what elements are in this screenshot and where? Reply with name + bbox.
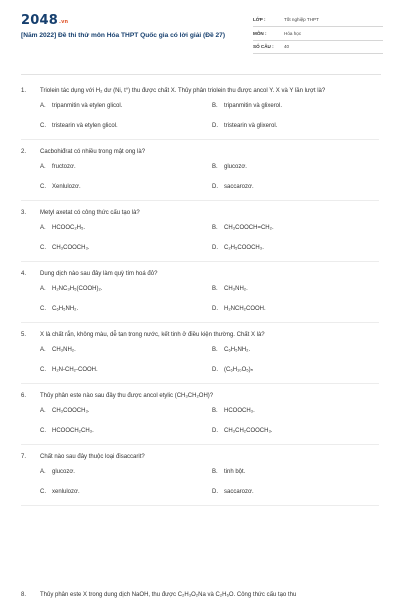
option-letter: B.: [212, 408, 218, 414]
option-letter: D.: [212, 245, 218, 251]
option-text: H₂N-CH₂-COOH.: [52, 367, 98, 373]
meta-value: Tốt nghiệp THPT: [284, 17, 319, 22]
question-separator: [21, 383, 379, 384]
question-number: 8.: [21, 592, 27, 598]
option-letter: B.: [212, 286, 218, 292]
option-text: tripanmitin và glixerol.: [224, 103, 283, 109]
option-text: C₂H₅COOCH₃.: [224, 245, 264, 251]
option-text: tristearin và etylen glicol.: [52, 123, 118, 129]
option-text: tripanmitin và etylen glicol.: [52, 103, 123, 109]
option-text: saccarozơ.: [224, 184, 254, 190]
question-stem: [0, 208, 400, 218]
option-d[interactable]: [212, 304, 384, 314]
question-text: X là chất rắn, không màu, dễ tan trong nước, kết tinh ở điều kiện thường. Chất X là?: [40, 332, 265, 338]
question-8-partial: [0, 590, 400, 600]
option-letter: A.: [40, 469, 46, 475]
option-text: glucozơ.: [224, 164, 247, 170]
option-d[interactable]: [212, 487, 384, 497]
option-c[interactable]: [40, 304, 212, 314]
option-text: glucozơ.: [52, 469, 75, 475]
option-letter: A.: [40, 164, 46, 170]
meta-key: SỐ CÂU :: [253, 44, 274, 49]
option-letter: A.: [40, 225, 46, 231]
option-grid: [40, 467, 400, 497]
option-letter: A.: [40, 347, 46, 353]
question-separator: [21, 322, 379, 323]
question-separator: [21, 139, 379, 140]
option-letter: A.: [40, 286, 46, 292]
option-letter: A.: [40, 103, 46, 109]
option-a[interactable]: [40, 162, 212, 172]
meta-row-class: [253, 15, 383, 27]
option-a[interactable]: [40, 284, 212, 294]
question-separator: [21, 261, 379, 262]
option-a[interactable]: [40, 223, 212, 233]
question-list: [0, 86, 400, 513]
option-b[interactable]: [212, 345, 384, 355]
option-grid: [40, 345, 400, 375]
question-stem: [0, 269, 400, 279]
option-text: (C₆H₁₀O₅)ₙ: [224, 367, 254, 373]
question-stem: [0, 452, 400, 462]
option-text: HCOOCH₃.: [224, 408, 255, 414]
option-letter: D.: [212, 306, 218, 312]
question-6: [0, 391, 400, 436]
option-letter: C.: [40, 428, 46, 434]
option-b[interactable]: [212, 406, 384, 416]
question-stem: [0, 590, 400, 600]
question-1: [0, 86, 400, 131]
question-number: 1.: [21, 88, 27, 94]
option-letter: C.: [40, 489, 46, 495]
question-text: Thủy phân este nào sau đây thu được ancol etylic (CH₃CH₂OH)?: [40, 393, 214, 399]
option-text: CH₃CH₂COOCH₃.: [224, 428, 273, 434]
option-b[interactable]: [212, 162, 384, 172]
question-stem: [0, 147, 400, 157]
option-text: HCOOC₂H₅.: [52, 225, 86, 231]
question-3: [0, 208, 400, 253]
option-text: CH₃NH₂.: [224, 286, 248, 292]
option-text: xenlulozơ.: [52, 489, 80, 495]
option-d[interactable]: [212, 243, 384, 253]
option-c[interactable]: [40, 121, 212, 131]
question-4: [0, 269, 400, 314]
option-d[interactable]: [212, 426, 384, 436]
option-text: fructozơ.: [52, 164, 76, 170]
document-meta: [253, 15, 383, 56]
meta-row-subject: [253, 29, 383, 41]
site-logo[interactable]: [21, 13, 68, 28]
option-text: CH₃NH₂.: [52, 347, 76, 353]
meta-key: MÔN :: [253, 30, 267, 36]
option-d[interactable]: [212, 121, 384, 131]
question-number: 5.: [21, 332, 27, 338]
option-letter: C.: [40, 306, 46, 312]
question-stem: [0, 391, 400, 401]
option-b[interactable]: [212, 284, 384, 294]
option-d[interactable]: [212, 365, 384, 375]
option-grid: [40, 162, 400, 192]
question-7: [0, 452, 400, 497]
option-letter: C.: [40, 367, 46, 373]
option-grid: [40, 223, 400, 253]
question-separator: [21, 200, 379, 201]
option-a[interactable]: [40, 406, 212, 416]
question-number: 3.: [21, 210, 27, 216]
option-grid: [40, 406, 400, 436]
option-grid: [40, 101, 400, 131]
question-text: Dung dịch nào sau đây làm quỳ tím hoá đỏ?: [40, 271, 158, 277]
option-text: HCOOCH₂CH₃.: [52, 428, 94, 434]
option-letter: B.: [212, 164, 218, 170]
option-letter: B.: [212, 225, 218, 231]
question-text: Metyl axetat có công thức cấu tạo là?: [40, 210, 140, 216]
document-title: [Năm 2022] Đề thi thử môn Hóa THPT Quốc gia có lời giải (Đề 27): [21, 32, 226, 39]
option-c[interactable]: [40, 182, 212, 192]
option-letter: D.: [212, 489, 218, 495]
logo-suffix: .vn: [58, 19, 69, 25]
question-stem: [0, 86, 400, 96]
question-stem: [0, 330, 400, 340]
option-text: C₆H₅NH₂.: [224, 347, 251, 353]
option-text: tristearin và glixerol.: [224, 123, 278, 129]
meta-value: 40: [284, 44, 290, 49]
option-c[interactable]: [40, 426, 212, 436]
question-text: Thủy phân este X trong dung dịch NaOH, thu được C₂H₃O₂Na và C₂H₆O. Công thức cấu tạo thu: [40, 592, 297, 598]
option-c[interactable]: [40, 365, 212, 375]
option-text: C₆H₅NH₂.: [52, 306, 79, 312]
question-number: 6.: [21, 393, 27, 399]
meta-key: LỚP :: [253, 17, 266, 22]
logo-text: 2048: [21, 13, 58, 28]
option-text: CH₃COOCH₃.: [52, 245, 90, 251]
question-number: 7.: [21, 454, 27, 460]
question-number: 4.: [21, 271, 27, 277]
meta-value: Hóa học: [284, 30, 302, 36]
option-text: saccarozơ.: [224, 489, 254, 495]
option-letter: D.: [212, 123, 218, 129]
meta-row-count: [253, 42, 383, 54]
question-separator: [21, 444, 379, 445]
option-letter: C.: [40, 245, 46, 251]
option-text: H₂NC₃H₅(COOH)₂.: [52, 286, 103, 292]
option-b[interactable]: [212, 101, 384, 111]
option-d[interactable]: [212, 182, 384, 192]
option-text: tinh bột.: [224, 469, 246, 475]
option-c[interactable]: [40, 487, 212, 497]
page-header: [0, 0, 400, 62]
option-grid: [40, 284, 400, 314]
question-5: [0, 330, 400, 375]
option-letter: B.: [212, 103, 218, 109]
option-c[interactable]: [40, 243, 212, 253]
option-letter: D.: [212, 367, 218, 373]
option-text: CH₃COOCH=CH₂.: [224, 225, 274, 231]
option-letter: B.: [212, 347, 218, 353]
option-text: H₂NCH₂COOH.: [224, 306, 266, 312]
option-text: Xenlulozơ.: [52, 184, 81, 190]
question-number: 2.: [21, 149, 27, 155]
option-letter: C.: [40, 184, 46, 190]
question-2: [0, 147, 400, 192]
question-text: Triolein tác dụng với H₂ dư (Ni, t°) thu được chất X. Thủy phân triolein thu được ancol Y. X và Y lần lượt là?: [40, 88, 326, 94]
option-b[interactable]: [212, 467, 384, 477]
header-divider: [21, 74, 381, 75]
question-separator: [21, 505, 379, 506]
option-a[interactable]: [40, 467, 212, 477]
option-a[interactable]: [40, 345, 212, 355]
option-letter: B.: [212, 469, 218, 475]
option-letter: A.: [40, 408, 46, 414]
option-letter: D.: [212, 428, 218, 434]
option-a[interactable]: [40, 101, 212, 111]
option-letter: D.: [212, 184, 218, 190]
question-text: Cacbohiđrat có nhiều trong mật ong là?: [40, 149, 146, 155]
option-b[interactable]: [212, 223, 384, 233]
option-letter: C.: [40, 123, 46, 129]
question-text: Chất nào sau đây thuộc loại đisaccarit?: [40, 454, 145, 460]
option-text: CH₃COOCH₃.: [52, 408, 90, 414]
